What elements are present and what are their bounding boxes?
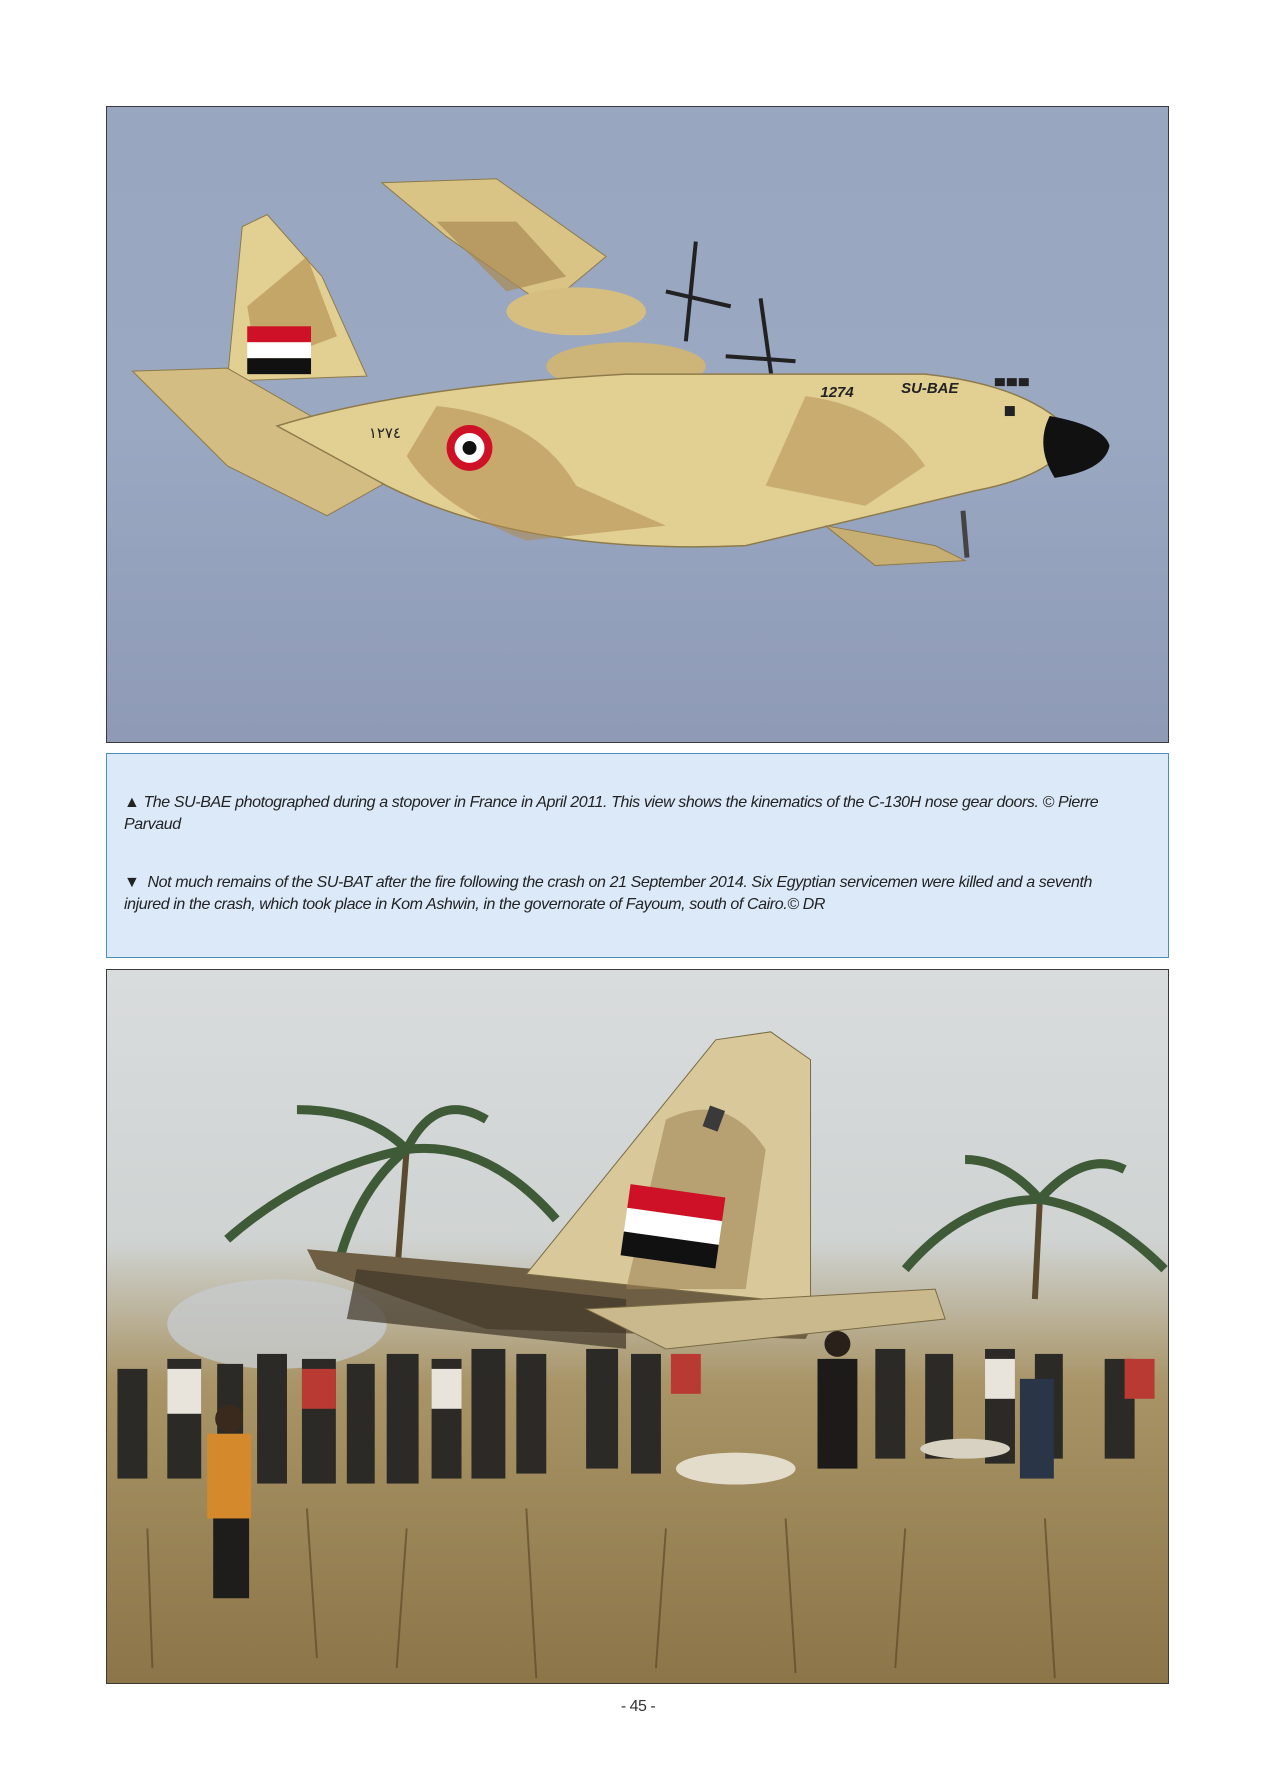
caption-box (106, 753, 1169, 958)
down-triangle-icon: ▼ (124, 874, 140, 891)
aircraft-arabic-serial: ١٢٧٤ (368, 423, 401, 442)
aircraft-illustration (107, 107, 1168, 742)
up-triangle-icon: ▲ (124, 794, 140, 811)
page-number: - 45 - (620, 1698, 656, 1715)
crash-site-illustration (107, 970, 1168, 1683)
caption-top-text: The SU-BAE photographed during a stopover in France in April 2011. This view shows the kinematics of the C-130H nose gear doors. © Pierre Parvaud (124, 794, 1099, 833)
aircraft-registration: SU-BAE (901, 380, 959, 398)
caption-bottom-photo (124, 872, 1112, 916)
photo-crash-site (106, 969, 1169, 1684)
caption-bottom-text: Not much remains of the SU-BAT after the fire following the crash on 21 September 2014. Six Egyptian servicemen were killed and a seventh injured in the crash, which took place in Kom Ashwin, in the governorate of Fayoum, south of Cairo.© DR (124, 874, 1093, 913)
photo-aircraft-in-flight (106, 106, 1169, 743)
aircraft-serial: 1274 (820, 384, 854, 402)
caption-top-photo (124, 792, 1112, 836)
